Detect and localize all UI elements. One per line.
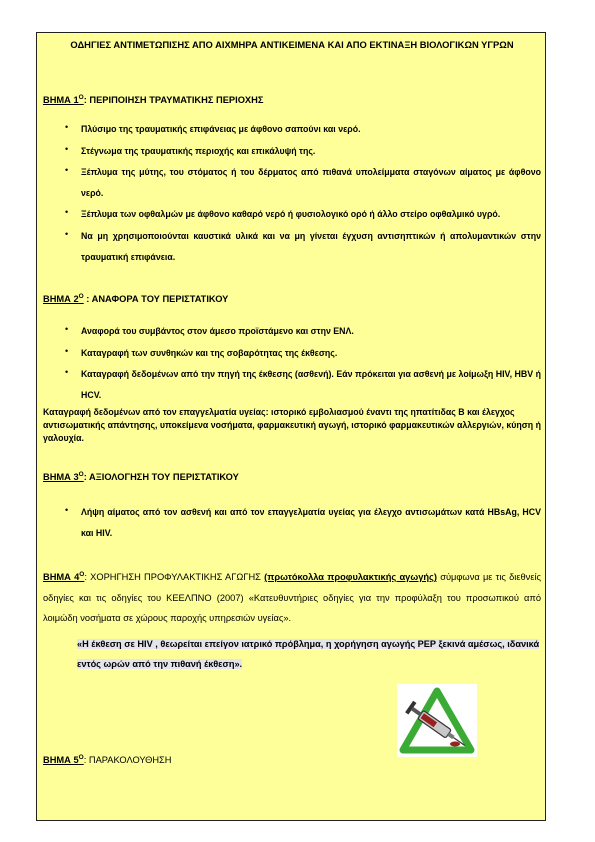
step1-bullet-5: Να μη χρησιμοποιούνται καυστικά υλικά και να μη γίνεται έγχυση αντισηπτικών ή απολυμαντικών στην τραυματική επιφάνεια. [81,231,541,262]
bullet-dot: • [65,144,69,154]
step3-bullet-1: Λήψη αίματος από τον ασθενή και από τον επαγγελματία υγείας για έλεγχο αντισωμάτων κατά HBsAg, HCV και HIV. [81,507,541,538]
step1-bullet-1: Πλύσιμο της τραυματικής επιφάνειας με άφθονο σαπούνι και νερό. [81,124,361,134]
step2-bullet-2: Καταγραφή των συνθηκών και της σοβαρότητας της έκθεσης. [81,348,338,358]
step2-note: Καταγραφή δεδομένων από τον επαγγελματία υγείας: ιστορικό εμβολιασμού έναντι της ηπατίτιδας Β και έλεγχος αντισωματικής απάντησης, υποκείμενα νοσήματα, φαρμακευτική αγωγή, ιστορικό φαρμακευτικών αλλεργιών, κύηση ή γαλουχία. [43,407,541,443]
step1-bullet-4: Ξέπλυμα των οφθαλμών με άφθονο καθαρό νερό ή φυσιολογικό ορό ή άλλο στείρο οφθαλμικό υγρό. [81,209,501,219]
bullet-dot: • [65,207,69,217]
protocol-link-text: (πρωτόκολλα προφυλακτικής αγωγής) [264,572,437,583]
step2-bullet-1: Αναφορά του συμβάντος στον άμεσο προϊστάμενο και στην ΕΝΛ. [81,326,354,336]
step3-heading: ΒΗΜΑ $3^O$: ΑΞΙΟΛΟΓΗΣΗ ΤΟΥ ΠΕΡΙΣΤΑΤΙΚΟΥ [43,471,239,483]
step5-heading: ΒΗΜΑ $5^O$: ΠΑΡΑΚΟΛΟΥΘΗΣΗ [43,754,172,766]
syringe-hazard-icon [397,684,477,757]
bullet-dot: • [65,165,69,175]
step1-bullet-3: Ξέπλυμα της μύτης, του στόματος ή του δέρματος από πιθανά υπολείμματα σταγόνων αίματος με άφθονο νερό. [81,167,541,198]
bullet-dot: • [65,367,69,377]
bullet-dot: • [65,122,69,132]
step1-bullet-2: Στέγνωμα της τραυματικής περιοχής και επικάλυψή της. [81,146,316,156]
bullet-dot: • [65,324,69,334]
bullet-dot: • [65,346,69,356]
step2-bullet-3: Καταγραφή δεδομένων από την πηγή της έκθεσης (ασθενή). Εάν πρόκειται για ασθενή με λοίμωξη HIV, HBV ή HCV. [81,369,541,400]
document-title: ΟΔΗΓΙΕΣ ΑΝΤΙΜΕΤΩΠΙΣΗΣ ΑΠΟ ΑΙΧΜΗΡΑ ΑΝΤΙΚΕΙΜΕΝΑ ΚΑΙ ΑΠΟ ΕΚΤΙΝΑΞΗ ΒΙΟΛΟΓΙΚΩΝ ΥΓΡΩΝ [70,39,514,50]
step4-paragraph: ΒΗΜΑ $4^O$: ΧΟΡΗΓΗΣΗ ΠΡΟΦΥΛΑΚΤΙΚΗΣ ΑΓΩΓΗΣ (πρωτόκολλα προφυλακτικής αγωγής) σύμφωνα με τις διεθνείς οδηγίες και τις οδηγίες του ΚΕΕΛΠΝΟ (2007) «Κατευθυντήριες οδηγίες για την προφύλαξη του προσωπικού από λοιμώδη νοσήματα σε χώρους παροχής υπηρεσιών υγείας». [43,571,542,624]
hiv-emergency-note: «Η έκθεση σε HIV , θεωρείται επείγον ιατρικό πρόβλημα, η χορήγηση αγωγής PEP ξεκινά αμέσως, ιδανικά εντός ωρών από την πιθανή έκθεση». [77,639,540,669]
bullet-dot: • [65,505,69,515]
document-panel [36,32,546,821]
step2-heading: ΒΗΜΑ $2^O$ : ΑΝΑΦΟΡΑ ΤΟΥ ΠΕΡΙΣΤΑΤΙΚΟΥ [43,293,229,305]
bullet-dot: • [65,229,69,239]
step1-heading: ΒΗΜΑ $1^O$: ΠΕΡΙΠΟΙΗΣΗ ΤΡΑΥΜΑΤΙΚΗΣ ΠΕΡΙΟΧΗΣ [43,94,264,106]
